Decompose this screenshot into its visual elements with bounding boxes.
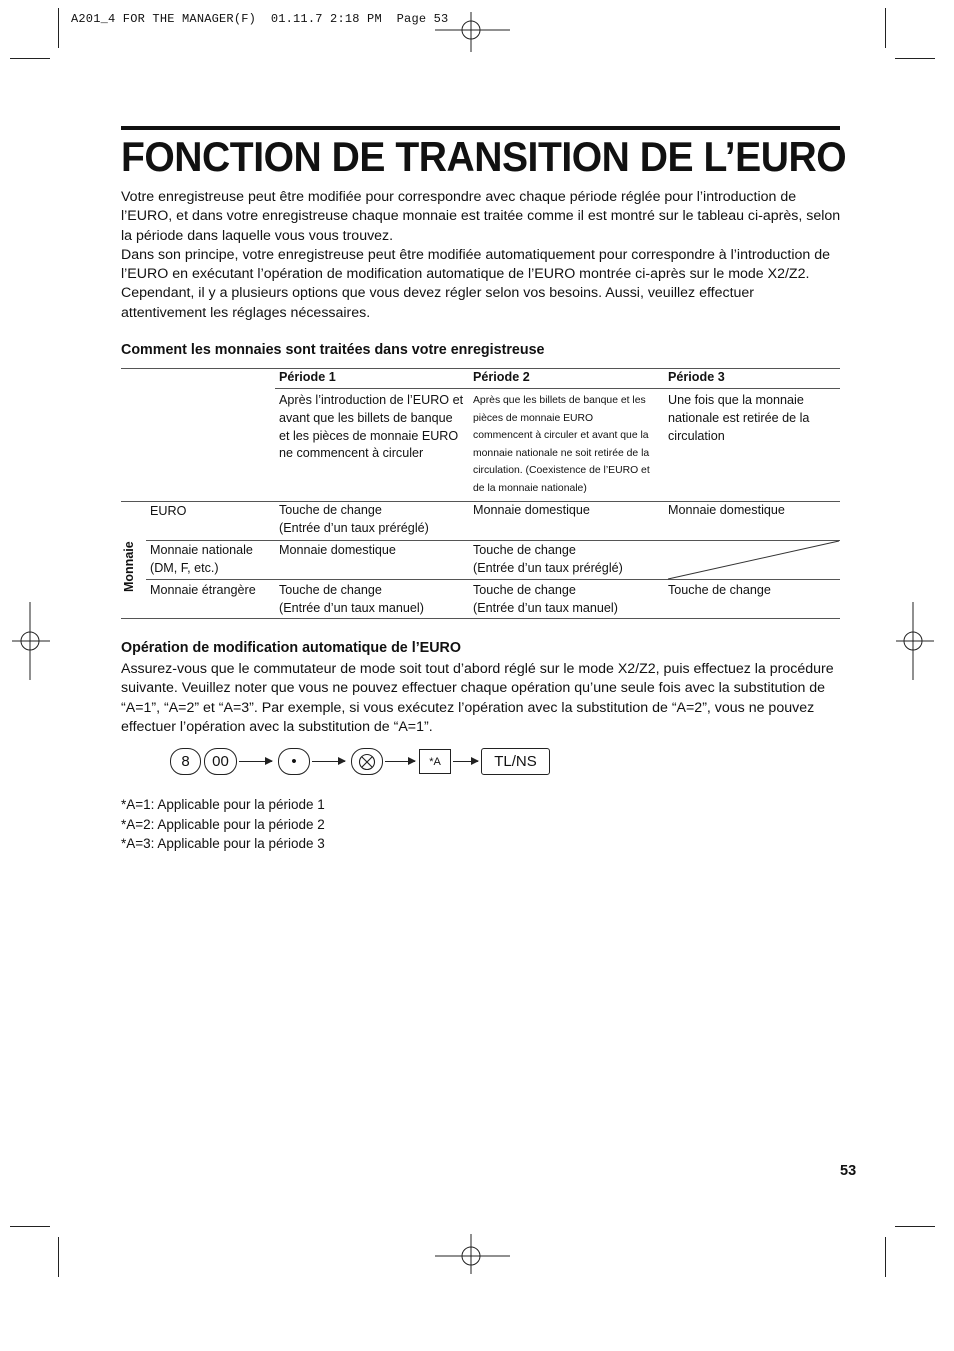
operation-heading: Opération de modification automatique de l’EURO	[121, 640, 461, 656]
table-cell: Touche de change	[473, 543, 576, 557]
table-cell: (Entrée d’un taux manuel)	[473, 601, 618, 615]
table-heading: Comment les monnaies sont traitées dans votre enregistreuse	[121, 342, 545, 358]
description-periode-2: Après que les billets de banque et les pièces de monnaie EURO commencent à circuler et avant que la monnaie nationale ne soit retirée de la circulation. (Coexistence de l’EURO et de la monnaie nationale)	[473, 395, 650, 494]
registration-mark-left	[10, 600, 54, 684]
key-tl-ns: TL/NS	[481, 748, 550, 775]
operation-text-block	[121, 660, 841, 737]
row-label-monnaie-nationale-sub: (DM, F, etc.)	[150, 561, 219, 575]
key-8: 8	[170, 748, 201, 775]
row-group-label: Monnaie	[122, 541, 136, 592]
page-number: 53	[840, 1163, 857, 1179]
registration-mark-right	[892, 600, 936, 684]
table-cell: Monnaie domestique	[473, 503, 590, 517]
multiply-key	[351, 748, 383, 775]
note-item: *A=3: Applicable pour la période 3	[121, 836, 325, 851]
table-cell: Touche de change	[279, 583, 382, 597]
key-00: 00	[204, 748, 237, 775]
table-cell: (Entrée d’un taux préréglé)	[473, 561, 623, 575]
header-periode-1: Période 1	[279, 370, 336, 384]
registration-mark-bottom	[430, 1232, 514, 1276]
table-cell: Touche de change	[473, 583, 576, 597]
intro-text	[121, 188, 841, 323]
table-cell: (Entrée d’un taux préréglé)	[279, 521, 429, 535]
table-cell: Touche de change	[668, 583, 771, 597]
row-label-monnaie-etrangere: Monnaie étrangère	[150, 583, 256, 597]
intro-paragraph: Votre enregistreuse peut être modifiée pour correspondre avec chaque période réglée pour l’introduction de l’EURO, et dans votre enregistreuse chaque monnaie est traitée comme il est montré sur le tableau ci-après, selon la période dans laquelle vous vous trouvez.	[121, 189, 841, 244]
page-title: FONCTION DE TRANSITION DE L’EURO	[121, 133, 847, 180]
header-periode-2: Période 2	[473, 370, 530, 384]
registration-mark-top	[430, 10, 514, 54]
description-periode-3: Une fois que la monnaie nationale est retirée de la circulation	[668, 393, 810, 443]
table-bottom-rule	[121, 618, 840, 619]
multiply-key-icon	[358, 753, 376, 771]
not-applicable-diagonal	[664, 540, 842, 581]
arrow	[385, 761, 415, 762]
table-cell: (Entrée d’un taux manuel)	[279, 601, 424, 615]
description-periode-1: Après l’introduction de l’EURO et avant que les billets de banque et les pièces de monnaie EURO ne commencent à circuler	[279, 393, 464, 461]
note-item: *A=2: Applicable pour la période 2	[121, 816, 325, 832]
header-rule	[275, 388, 840, 389]
print-header: A201_4 FOR THE MANAGER(F) 01.11.7 2:18 PM Page 53	[71, 12, 449, 26]
arrow	[239, 761, 272, 762]
star-a-box: *A	[419, 749, 451, 774]
row-label-euro: EURO	[150, 504, 187, 518]
header-periode-3: Période 3	[668, 370, 725, 384]
row-label-monnaie-nationale: Monnaie nationale	[150, 543, 253, 557]
table-cell: Touche de change	[279, 503, 382, 517]
operation-text: Assurez-vous que le commutateur de mode soit tout d’abord réglé sur le mode X2/Z2, puis effectuez la procédure suivante. Veuillez noter que vous ne pouvez effectuer chaque opération qu’une seule fois avec la substitution de “A=1”, “A=2” et “A=3”. Par exemple, si vous exécutez l’opération avec la substitution de “A=2”, vous ne pouvez effectuer l’opération avec la substitution de “A=1”.	[121, 661, 834, 735]
note-item: *A=1: Applicable pour la période 1	[121, 797, 325, 812]
notes	[121, 795, 325, 854]
intro-paragraph: Dans son principe, votre enregistreuse peut être modifiée automatiquement pour correspondre à l’introduction de l’EURO en exécutant l’opération de modification automatique de l’EURO montrée ci-après sur le mode X2/Z2. Cependant, il y a plusieurs options que vous devez régler selon vos besoins. Aussi, veuillez effectuer attentivement les réglages nécessaires.	[121, 246, 830, 321]
arrow	[453, 761, 478, 762]
key-decimal-point: •	[278, 748, 310, 775]
arrow	[312, 761, 345, 762]
table-cell: Monnaie domestique	[668, 503, 785, 517]
title-rule	[121, 126, 840, 130]
table-cell: Monnaie domestique	[279, 543, 396, 557]
